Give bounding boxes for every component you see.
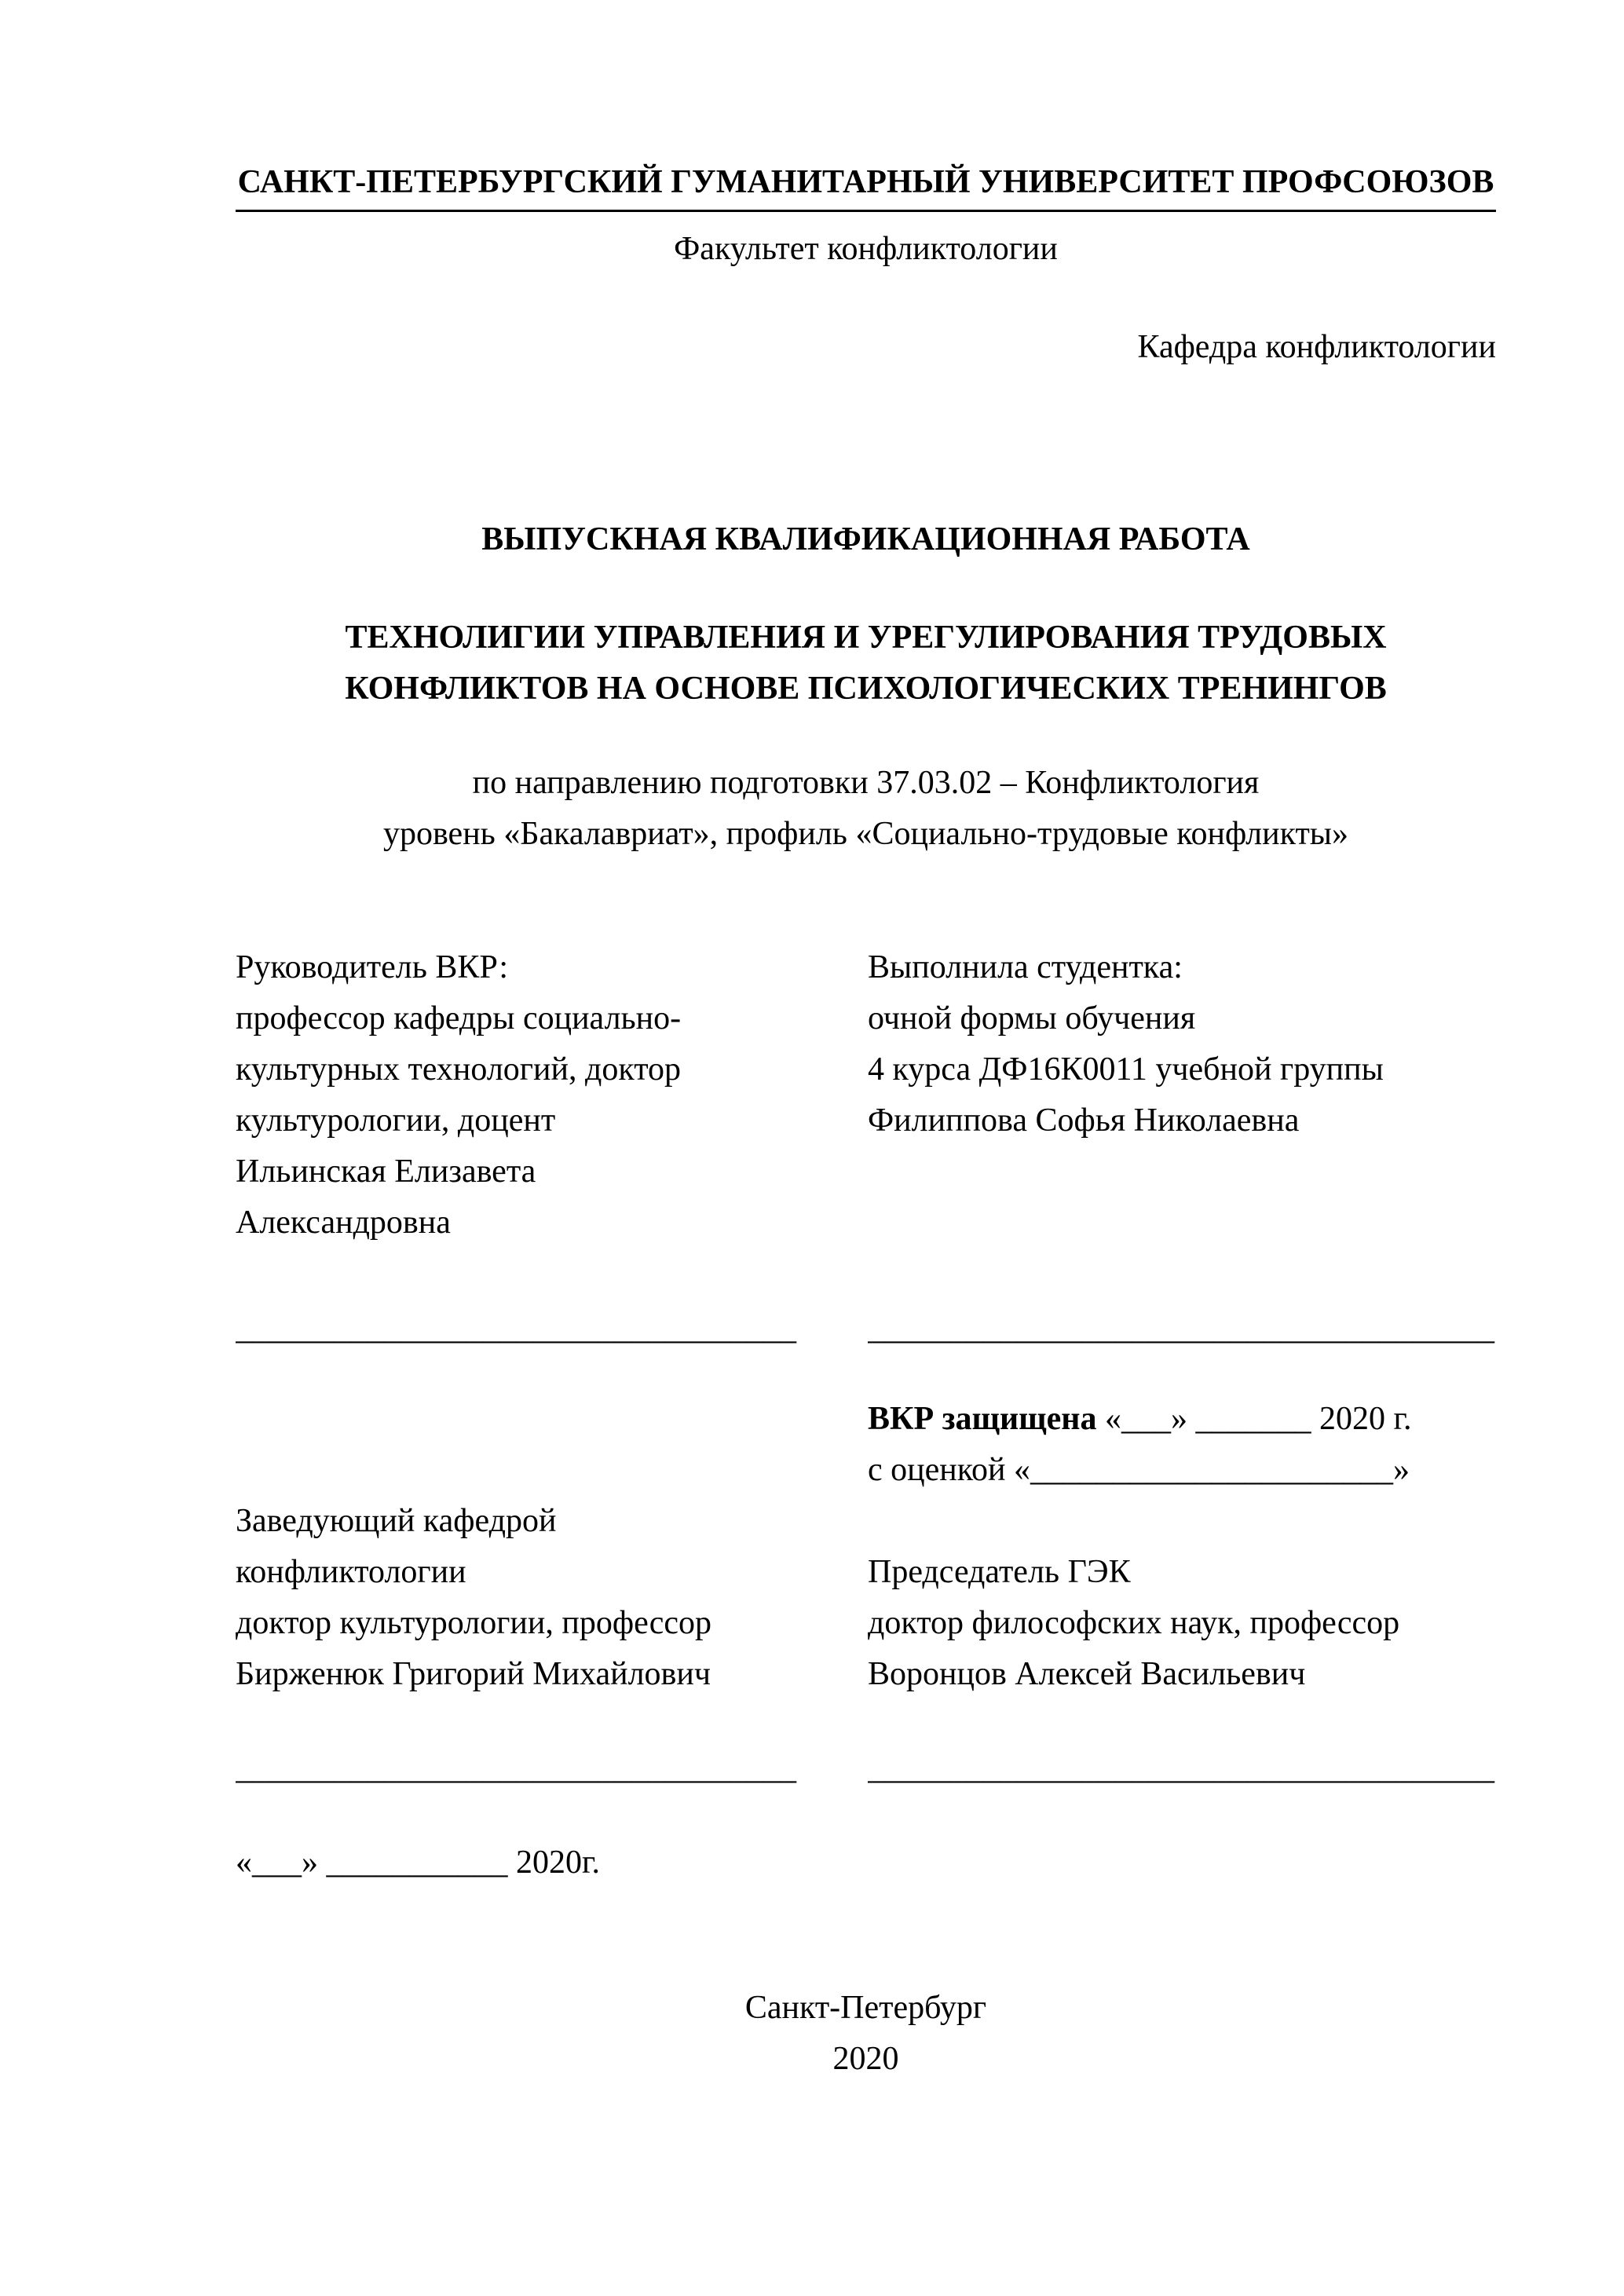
program-level: уровень «Бакалавриат», профиль «Социально-трудовые конфликты»	[382, 816, 1349, 852]
people-columns	[236, 942, 1496, 1249]
defense-date-line	[868, 1394, 1496, 1445]
student-label: Выполнила студентка:	[868, 949, 1183, 985]
student-block	[868, 942, 1496, 1249]
supervisor-line: культурных технологий, доктор	[236, 1051, 681, 1088]
head-title-line: конфликтологии	[236, 1554, 466, 1590]
head-signature-line: __________________________________	[236, 1750, 796, 1786]
thesis-title-line-1: ТЕХНОЛИГИИ УПРАВЛЕНИЯ И УРЕГУЛИРОВАНИЯ ТРУДОВЫХ	[345, 620, 1387, 656]
supervisor-name: Ильинская Елизавета	[236, 1153, 536, 1190]
program-direction: по направлению подготовки 37.03.02 – Конфликтология	[472, 765, 1260, 801]
chairman-block	[868, 1547, 1496, 1700]
student-line: 4 курса ДФ16К0011 учебной группы	[868, 1051, 1384, 1088]
footer-city: Санкт-Петербург	[744, 1990, 987, 2026]
supervisor-line: профессор кафедры социально-	[236, 1000, 682, 1036]
thesis-title	[236, 612, 1496, 715]
work-type-heading: ВЫПУСКНАЯ КВАЛИФИКАЦИОННАЯ РАБОТА	[481, 521, 1250, 558]
supervisor-name: Александровна	[236, 1205, 451, 1241]
thesis-title-line-2: КОНФЛИКТОВ НА ОСНОВЕ ПСИХОЛОГИЧЕСКИХ ТРЕНИНГОВ	[345, 671, 1387, 707]
chairman-title-line: Председатель ГЭК	[868, 1554, 1131, 1590]
student-signature-line: ______________________________________	[868, 1311, 1494, 1347]
footer-year: 2020	[832, 2041, 899, 2077]
student-line: очной формы обучения	[868, 1000, 1196, 1036]
supervisor-signature-line: __________________________________	[236, 1311, 796, 1347]
footer	[236, 1983, 1496, 2085]
chairman-signature-line: ______________________________________	[868, 1750, 1494, 1786]
chairman-name: Воронцов Алексей Васильевич	[868, 1656, 1306, 1692]
head-of-department-block	[236, 1496, 868, 1700]
student-name: Филиппова Софья Николаевна	[868, 1102, 1300, 1139]
defense-date-label: ВКР защищена	[868, 1401, 1097, 1437]
head-date-line: «___» ___________ 2020г.	[236, 1844, 600, 1881]
faculty-line: Факультет конфликтологии	[674, 231, 1058, 267]
head-degree-line: доктор культурологии, профессор	[236, 1605, 712, 1641]
head-title-line: Заведующий кафедрой	[236, 1503, 557, 1539]
defense-grade-line: с оценкой «______________________»	[868, 1452, 1410, 1488]
defense-block	[868, 1394, 1496, 1496]
program-info	[236, 758, 1496, 860]
head-name: Бирженюк Григорий Михайлович	[236, 1656, 711, 1692]
defense-date-blanks: «___» _______ 2020 г.	[1096, 1401, 1412, 1437]
supervisor-line: культурологии, доцент	[236, 1102, 556, 1139]
supervisor-label: Руководитель ВКР:	[236, 949, 509, 985]
university-name: САНКТ-ПЕТЕРБУРГСКИЙ ГУМАНИТАРНЫЙ УНИВЕРСИТЕТ ПРОФСОЮЗОВ	[236, 157, 1496, 212]
department-line: Кафедра конфликтологии	[1137, 329, 1496, 365]
supervisor-block	[236, 942, 868, 1249]
signature-row-2	[236, 1743, 1496, 1794]
chairman-degree-line: доктор философских наук, профессор	[868, 1605, 1400, 1641]
signature-row-1	[236, 1303, 1496, 1355]
